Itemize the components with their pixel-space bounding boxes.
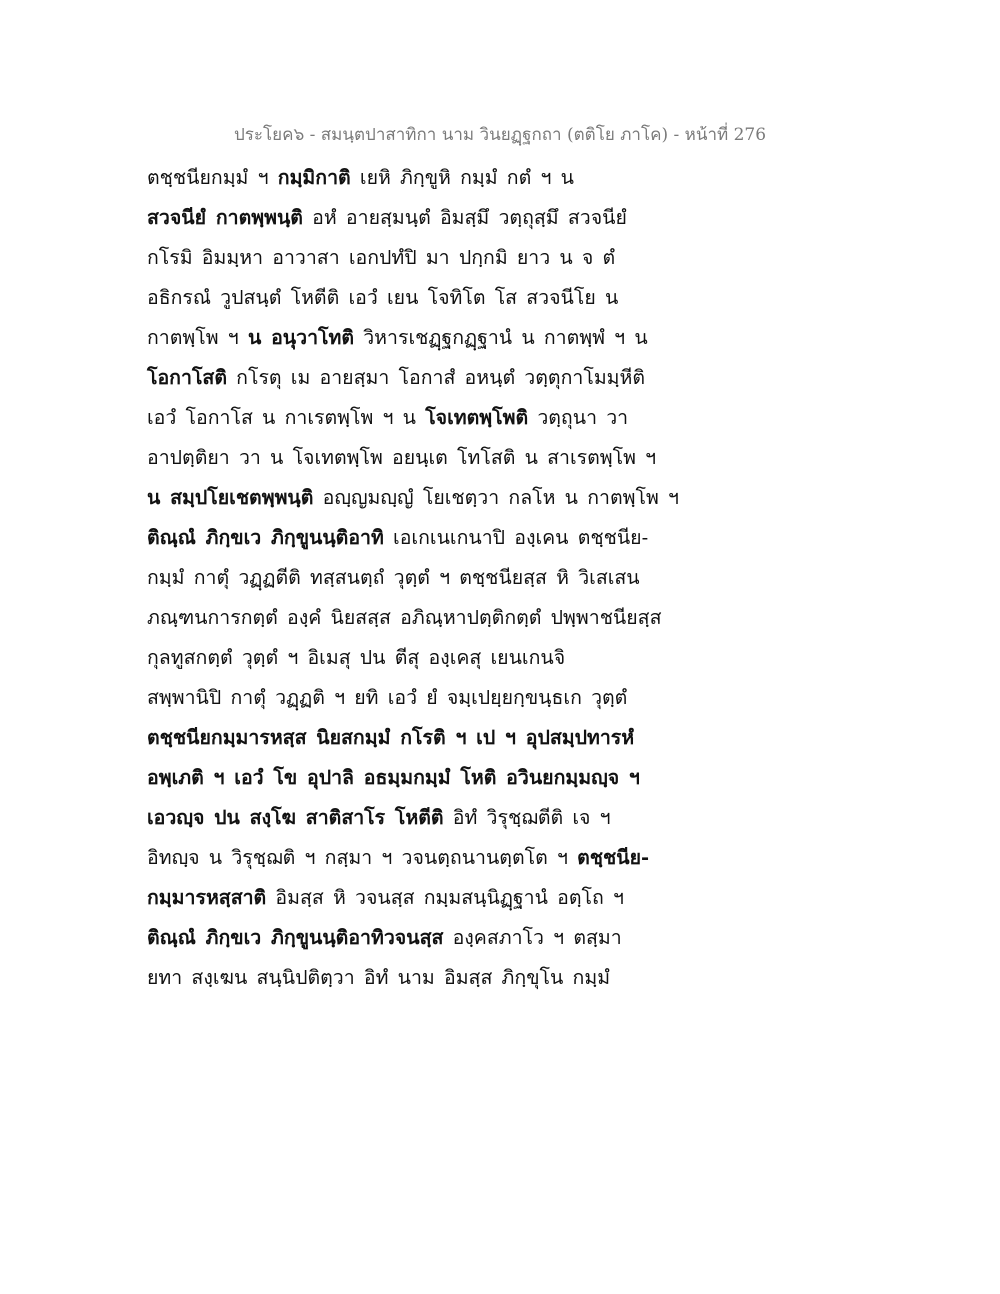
text-segment: กมฺมํ กาตุํ วฏฺฏตีติ ทสฺสนตฺถํ วุตฺตํ ฯ ตชฺชนียสฺส หิ วิเสเสน bbox=[147, 566, 640, 589]
text-line bbox=[147, 398, 867, 438]
bold-term: อพฺเภติ ฯ เอวํ โข อุปาลิ อธมฺมกมฺมํ โหติ อวินยกมฺมญฺจ ฯ bbox=[147, 766, 640, 789]
text-line bbox=[147, 278, 867, 318]
text-line bbox=[147, 838, 867, 878]
bold-term: ติณฺณํ ภิกฺขเว ภิกฺขูนนฺติอาทิ bbox=[147, 526, 384, 549]
bold-term: โจเทตพฺโพติ bbox=[425, 406, 529, 429]
bold-term: น อนุวาโทติ bbox=[247, 326, 355, 349]
text-segment: อิทญฺจ น วิรุชฺฌติ ฯ กสฺมา ฯ วจนตฺถนานตฺตโต ฯ bbox=[147, 846, 578, 869]
text-segment: เอวํ โอกาโส น กาเรตพฺโพ ฯ น bbox=[147, 406, 426, 429]
text-line bbox=[147, 518, 867, 558]
bold-term: ติณฺณํ ภิกฺขเว ภิกฺขูนนฺติอาทิวจนสฺส bbox=[147, 926, 444, 949]
bold-term: ตชฺชนียกมฺมารหสฺส นิยสกมฺมํ กโรติ ฯ เป ฯ อุปสมฺปทารหํ bbox=[147, 726, 635, 749]
text-segment: วตฺถุนา วา bbox=[528, 406, 629, 429]
text-line bbox=[147, 478, 867, 518]
text-line bbox=[147, 878, 867, 918]
text-line bbox=[147, 798, 867, 838]
text-segment: กโรมิ อิมมฺหา อาวาสา เอกปทํปิ มา ปกฺกมิ ยาว น จ ตํ bbox=[147, 246, 616, 269]
text-segment: อิทํ วิรุชฺฌตีติ เจ ฯ bbox=[443, 806, 611, 829]
bold-term: กมฺมารหสฺสาติ bbox=[147, 886, 267, 909]
text-line bbox=[147, 558, 867, 598]
text-line bbox=[147, 238, 867, 278]
text-line bbox=[147, 718, 867, 758]
bold-term: กมฺมิกาติ bbox=[277, 166, 351, 189]
text-segment: กโรตุ เม อายสฺมา โอกาสํ อหนฺตํ วตฺตุกาโมมฺหีติ bbox=[226, 366, 646, 389]
text-segment: กาตพฺโพ ฯ bbox=[147, 326, 248, 349]
text-segment: กุลทูสกตฺตํ วุตฺตํ ฯ อิเมสุ ปน ตีสุ องฺเคสุ เยนเกนจิ bbox=[147, 646, 566, 669]
text-segment: อหํ อายสฺมนฺตํ อิมสฺมึ วตฺถุสฺมึ สวจนียํ bbox=[302, 206, 627, 229]
text-segment: อธิกรณํ วูปสนฺตํ โหตีติ เอวํ เยน โจทิโต โส สวจนีโย น bbox=[147, 286, 619, 309]
text-segment: องฺคสภาโว ฯ ตสฺมา bbox=[443, 926, 622, 949]
text-line bbox=[147, 638, 867, 678]
text-line bbox=[147, 318, 867, 358]
bold-term: เอวญฺจ ปน สงฺโฆ สาติสาโร โหตีติ bbox=[147, 806, 444, 829]
text-segment: ยทา สงฺเฆน สนฺนิปติตฺวา อิทํ นาม อิมสฺส ภิกฺขุโน กมฺมํ bbox=[147, 966, 611, 989]
text-segment: เอเกเนเกนาปิ องฺเคน ตชฺชนีย- bbox=[383, 526, 649, 549]
text-line bbox=[147, 758, 867, 798]
bold-term: สวจนียํ กาตพฺพนฺติ bbox=[147, 206, 303, 229]
running-header: ประโยค๖ - สมนฺตปาสาทิกา นาม วินยฏฺฐกถา (ตติโย ภาโค) - หน้าที่ 276 bbox=[233, 125, 767, 145]
bold-term: ตชฺชนีย- bbox=[577, 846, 650, 869]
bold-term: โอกาโสติ bbox=[147, 366, 227, 389]
text-line bbox=[147, 158, 867, 198]
text-segment: อิมสฺส หิ วจนสฺส กมฺมสนฺนิฏฺฐานํ อตฺโถ ฯ bbox=[266, 886, 624, 909]
text-line bbox=[147, 678, 867, 718]
text-segment: อาปตฺติยา วา น โจเทตพฺโพ อยนฺเต โทโสติ น สาเรตพฺโพ ฯ bbox=[147, 446, 657, 469]
text-segment: สพฺพานิปิ กาตุํ วฏฺฏติ ฯ ยทิ เอวํ ยํ จมฺเปยฺยกฺขนฺธเก วุตฺตํ bbox=[147, 686, 628, 709]
text-segment: อญฺญมญฺญํ โยเชตฺวา กลโห น กาตพฺโพ ฯ bbox=[313, 486, 679, 509]
text-segment: วิหารเชฏฺฐกฏฺฐานํ น กาตพฺพํ ฯ น bbox=[354, 326, 648, 349]
body-text bbox=[147, 158, 867, 998]
text-segment: ภณฺฑนการกตฺตํ องฺคํ นิยสสฺส อภิณฺหาปตฺติกตฺตํ ปพฺพาชนียสฺส bbox=[147, 606, 662, 629]
text-segment: ตชฺชนียกมฺมํ ฯ bbox=[147, 166, 278, 189]
text-line bbox=[147, 438, 867, 478]
text-line bbox=[147, 198, 867, 238]
text-line bbox=[147, 358, 867, 398]
text-segment: เยหิ ภิกฺขูหิ กมฺมํ กตํ ฯ น bbox=[350, 166, 574, 189]
bold-term: น สมฺปโยเชตพฺพนฺติ bbox=[147, 486, 314, 509]
text-line bbox=[147, 918, 867, 958]
text-line bbox=[147, 958, 867, 998]
text-line bbox=[147, 598, 867, 638]
